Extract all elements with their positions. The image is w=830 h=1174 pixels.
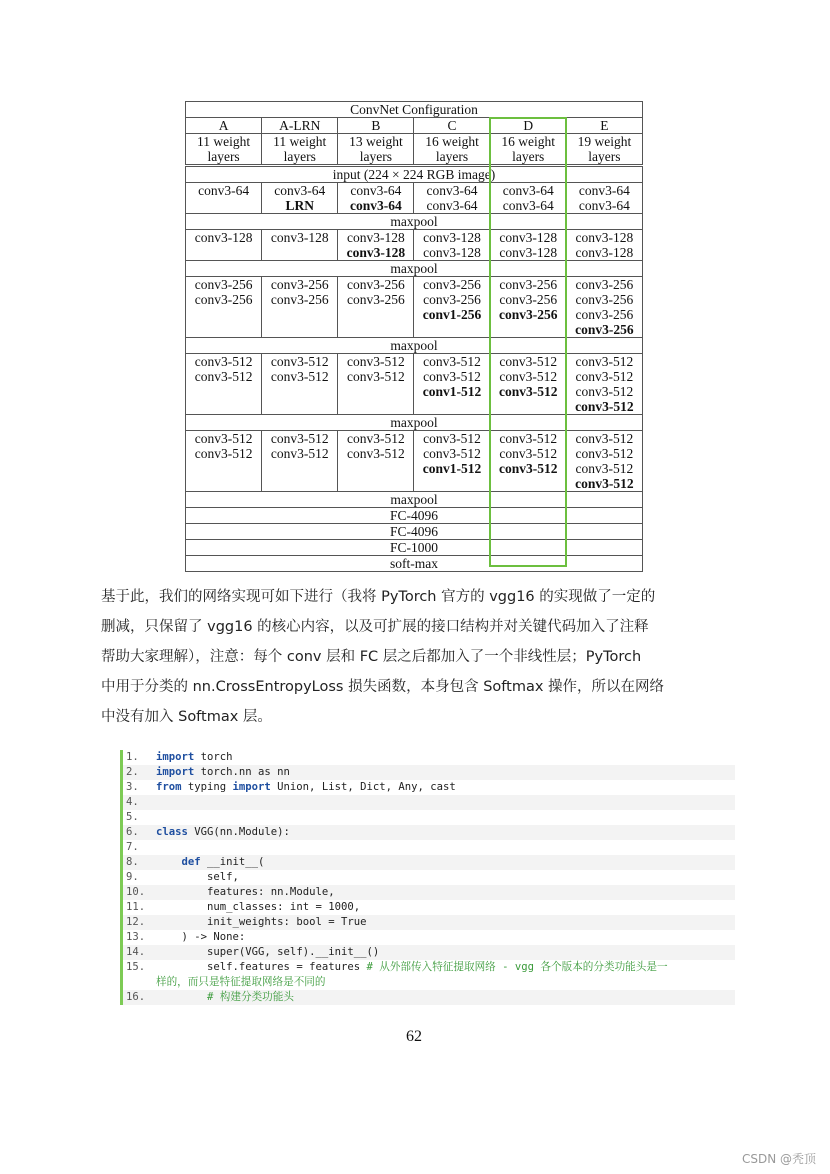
cell-line: conv3-256 — [575, 307, 634, 322]
cell-line: conv3-512 — [194, 369, 253, 384]
layer-cell — [338, 354, 414, 415]
cell-line: conv3-64 — [426, 198, 478, 213]
layer-cell — [262, 230, 338, 261]
layer-cell — [414, 277, 490, 338]
cell-line: conv3-512 — [194, 431, 253, 446]
line-number: 16. — [126, 991, 146, 1003]
code-text — [156, 765, 290, 780]
cell-line: layers — [359, 149, 392, 164]
cell-line: layers — [512, 149, 545, 164]
span-cell: soft-max — [186, 556, 643, 572]
code-line — [123, 795, 735, 810]
layer-cell — [338, 431, 414, 492]
cell-line: conv3-128 — [499, 230, 558, 245]
cell-line: conv3-256 — [347, 292, 405, 307]
layer-cell — [262, 183, 338, 214]
line-number: 3. — [126, 781, 139, 793]
code-text — [156, 960, 668, 990]
layer-cell — [566, 277, 642, 338]
code-line — [123, 750, 735, 765]
code-line — [123, 885, 735, 900]
code-line — [123, 945, 735, 960]
cell-line: conv3-512 — [347, 354, 405, 369]
code-line — [123, 825, 735, 840]
cell-line: conv3-512 — [194, 354, 253, 369]
layer-cell — [262, 354, 338, 415]
watermark: CSDN @秃顶 — [741, 1152, 816, 1166]
cell-line: conv3-512 — [575, 399, 634, 414]
weight-layers-cell — [186, 134, 262, 165]
keyword: class — [156, 826, 188, 838]
span-cell: maxpool — [186, 492, 643, 508]
table-row — [186, 556, 643, 572]
table-row — [186, 508, 643, 524]
layer-cell — [186, 354, 262, 415]
cell-line: conv3-512 — [270, 369, 329, 384]
span-cell: maxpool — [186, 338, 643, 354]
code-token — [156, 991, 207, 1003]
cell-line: 19 weight — [577, 134, 632, 149]
keyword: from — [156, 781, 182, 793]
cell-line: 16 weight — [425, 134, 479, 149]
code-token: __init__( — [207, 856, 265, 868]
cell-line: conv3-64 — [578, 198, 630, 213]
line-number: 8. — [126, 856, 139, 868]
cell-line: conv3-64 — [502, 183, 554, 198]
column-header: E — [566, 118, 642, 134]
table-title-row — [186, 102, 643, 118]
layer-cell — [262, 431, 338, 492]
code-text — [156, 885, 335, 900]
cell-line: conv3-512 — [575, 384, 634, 399]
code-line — [123, 990, 735, 1005]
cell-line: conv3-512 — [270, 446, 329, 461]
paragraph-line: 帮助大家理解），注意：每个 conv 层和 FC 层之后都加入了一个非线性层；PyTorch — [101, 649, 642, 665]
cell-line: conv3-64 — [502, 198, 554, 213]
table-row — [186, 354, 643, 415]
column-header: A-LRN — [262, 118, 338, 134]
cell-line: 11 weight — [273, 134, 327, 149]
cell-line: conv3-64 — [426, 183, 478, 198]
span-cell: FC-4096 — [186, 508, 643, 524]
code-line — [123, 900, 735, 915]
cell-line: conv3-512 — [270, 431, 329, 446]
layer-cell — [414, 431, 490, 492]
cell-line: conv1-512 — [422, 384, 482, 399]
table-row — [186, 338, 643, 354]
weight-layers-cell — [262, 134, 338, 165]
paragraph-line: 基于此，我们的网络实现可如下进行（我将 PyTorch 官方的 vgg16 的实现做了一定的 — [101, 589, 656, 605]
cell-line: conv3-256 — [423, 292, 481, 307]
cell-line: conv3-512 — [575, 446, 634, 461]
weight-layers-row — [186, 134, 643, 165]
span-cell: FC-4096 — [186, 524, 643, 540]
layer-cell — [338, 183, 414, 214]
line-number: 7. — [126, 841, 139, 853]
code-token: num_classes: int = 1000, — [156, 901, 361, 913]
code-block — [120, 750, 735, 1005]
page-number: 62 — [406, 1028, 422, 1045]
cell-line: conv3-512 — [499, 446, 558, 461]
line-number: 4. — [126, 796, 139, 808]
cell-line: conv3-128 — [499, 245, 558, 260]
cell-line: conv3-256 — [270, 292, 329, 307]
code-token: torch.nn as nn — [200, 766, 290, 778]
code-line — [123, 960, 735, 990]
line-number: 12. — [126, 916, 146, 928]
code-token: self.features = features — [156, 961, 367, 973]
table-row — [186, 415, 643, 431]
code-line — [123, 930, 735, 945]
cell-line: conv3-512 — [575, 354, 634, 369]
table-row — [186, 167, 643, 183]
code-token: super(VGG, self).__init__() — [156, 946, 380, 958]
cell-line: LRN — [285, 198, 314, 213]
body-paragraph — [101, 582, 741, 732]
cell-line: conv3-128 — [575, 230, 634, 245]
cell-line: conv3-512 — [575, 369, 634, 384]
cell-line: conv3-128 — [423, 245, 481, 260]
cell-line: conv3-128 — [575, 245, 634, 260]
table-row — [186, 277, 643, 338]
cell-line: conv3-256 — [347, 277, 405, 292]
table-row — [186, 214, 643, 230]
span-cell: maxpool — [186, 415, 643, 431]
code-line — [123, 780, 735, 795]
layer-cell — [414, 230, 490, 261]
line-number: 1. — [126, 751, 139, 763]
span-cell: maxpool — [186, 214, 643, 230]
table-title: ConvNet Configuration — [186, 102, 643, 118]
layer-cell — [414, 354, 490, 415]
cell-line: conv3-512 — [575, 476, 634, 491]
code-token: features: nn.Module, — [156, 886, 335, 898]
layer-cell — [262, 277, 338, 338]
cell-line: conv3-512 — [423, 354, 481, 369]
layer-cell — [414, 183, 490, 214]
cell-line: conv3-128 — [194, 230, 253, 245]
column-header: C — [414, 118, 490, 134]
code-token: self, — [156, 871, 239, 883]
layer-cell — [186, 183, 262, 214]
cell-line: conv3-256 — [498, 307, 558, 322]
cell-line: conv3-64 — [578, 183, 630, 198]
keyword: import — [232, 781, 271, 793]
column-header: B — [338, 118, 414, 134]
code-token: init_weights: bool = True — [156, 916, 367, 928]
comment: # 构建分类功能头 — [207, 991, 294, 1003]
cell-line: conv3-512 — [194, 446, 253, 461]
cell-line: conv1-512 — [422, 461, 482, 476]
span-cell: input (224 × 224 RGB image) — [186, 167, 643, 183]
table-row — [186, 540, 643, 556]
cell-line: conv3-512 — [347, 446, 405, 461]
code-token: torch — [200, 751, 233, 763]
code-line — [123, 840, 735, 855]
layer-cell — [338, 230, 414, 261]
table-row — [186, 230, 643, 261]
cell-line: conv3-512 — [498, 461, 558, 476]
code-token: VGG(nn.Module): — [194, 826, 290, 838]
table-row — [186, 261, 643, 277]
line-number: 2. — [126, 766, 139, 778]
code-line — [123, 870, 735, 885]
span-cell: FC-1000 — [186, 540, 643, 556]
code-token: typing — [187, 781, 233, 793]
cell-line: conv3-64 — [350, 198, 402, 213]
layer-cell — [566, 183, 642, 214]
code-token: ) -> None: — [156, 931, 246, 943]
code-line — [123, 915, 735, 930]
code-line — [123, 810, 735, 825]
cell-line: conv3-256 — [499, 292, 558, 307]
comment: # 从外部传入特征提取网络 - vgg 各个版本的分类功能头是一 样的，而只是特征提取网络是不同的 — [156, 961, 668, 988]
cell-line: conv1-256 — [422, 307, 482, 322]
cell-line: conv3-512 — [423, 369, 481, 384]
line-number: 11. — [126, 901, 146, 913]
layer-cell — [566, 354, 642, 415]
cell-line: layers — [283, 149, 316, 164]
layer-cell — [566, 230, 642, 261]
cell-line: 16 weight — [501, 134, 556, 149]
keyword: import — [156, 766, 195, 778]
layer-cell — [186, 230, 262, 261]
table-row — [186, 524, 643, 540]
cell-line: conv3-512 — [499, 354, 558, 369]
code-text — [156, 750, 233, 765]
cell-line: conv3-512 — [575, 461, 634, 476]
layer-cell — [338, 277, 414, 338]
cell-line: conv3-512 — [499, 431, 558, 446]
cell-line: conv3-512 — [498, 384, 558, 399]
convnet-config-table — [185, 101, 643, 572]
cell-line: conv3-256 — [194, 277, 253, 292]
line-number: 5. — [126, 811, 139, 823]
line-number: 10. — [126, 886, 146, 898]
code-line — [123, 855, 735, 870]
cell-line: conv3-256 — [270, 277, 329, 292]
cell-line: conv3-128 — [347, 230, 405, 245]
column-header-row — [186, 118, 643, 134]
weight-layers-cell — [414, 134, 490, 165]
cell-line: 11 weight — [197, 134, 251, 149]
code-line — [123, 765, 735, 780]
cell-line: conv3-512 — [575, 431, 634, 446]
cell-line: conv3-256 — [575, 292, 634, 307]
cell-line: conv3-128 — [270, 230, 329, 245]
line-number: 14. — [126, 946, 146, 958]
cell-line: conv3-64 — [350, 183, 402, 198]
cell-line: conv3-256 — [575, 322, 634, 337]
column-header: A — [186, 118, 262, 134]
code-text — [156, 855, 264, 870]
layer-cell — [186, 277, 262, 338]
cell-line: conv3-512 — [499, 369, 558, 384]
code-token: Union, List, Dict, Any, cast — [277, 781, 456, 793]
cell-line: conv3-256 — [575, 277, 634, 292]
column-header: D — [490, 118, 566, 134]
span-cell: maxpool — [186, 261, 643, 277]
cell-line: layers — [207, 149, 240, 164]
keyword: def — [181, 856, 201, 868]
table-row — [186, 492, 643, 508]
cell-line: layers — [435, 149, 469, 164]
cell-line: 13 weight — [349, 134, 403, 149]
cell-line: conv3-512 — [423, 431, 481, 446]
cell-line: conv3-512 — [347, 369, 405, 384]
code-token — [156, 856, 182, 868]
line-number: 9. — [126, 871, 139, 883]
cell-line: conv3-512 — [423, 446, 481, 461]
layer-cell — [186, 431, 262, 492]
paragraph-line: 中没有加入 Softmax 层。 — [101, 709, 272, 725]
weight-layers-cell — [566, 134, 642, 165]
code-text — [156, 780, 456, 795]
weight-layers-cell — [338, 134, 414, 165]
code-text — [156, 825, 290, 840]
table-row — [186, 183, 643, 214]
code-text — [156, 945, 379, 960]
paragraph-line: 中用于分类的 nn.CrossEntropyLoss 损失函数，本身包含 Softmax 操作，所以在网络 — [101, 679, 665, 695]
table-row — [186, 431, 643, 492]
code-text — [156, 930, 245, 945]
cell-line: conv3-256 — [194, 292, 253, 307]
cell-line: conv3-512 — [270, 354, 329, 369]
keyword: import — [156, 751, 195, 763]
cell-line: conv3-256 — [423, 277, 481, 292]
cell-line: conv3-128 — [346, 245, 406, 260]
line-number: 15. — [126, 961, 146, 973]
column-d-highlight — [489, 117, 567, 567]
cell-line: layers — [588, 149, 621, 164]
cell-line: conv3-128 — [423, 230, 481, 245]
cell-line: conv3-64 — [198, 183, 250, 198]
paragraph-line: 删减，只保留了 vgg16 的核心内容，以及可扩展的接口结构并对关键代码加入了注释 — [101, 619, 649, 635]
cell-line: conv3-512 — [347, 431, 405, 446]
layer-cell — [566, 431, 642, 492]
line-number: 13. — [126, 931, 146, 943]
code-text — [156, 870, 239, 885]
cell-line: conv3-64 — [274, 183, 326, 198]
code-text — [156, 990, 294, 1005]
code-text — [156, 915, 366, 930]
line-number: 6. — [126, 826, 139, 838]
cell-line: conv3-256 — [499, 277, 558, 292]
code-text — [156, 900, 360, 915]
